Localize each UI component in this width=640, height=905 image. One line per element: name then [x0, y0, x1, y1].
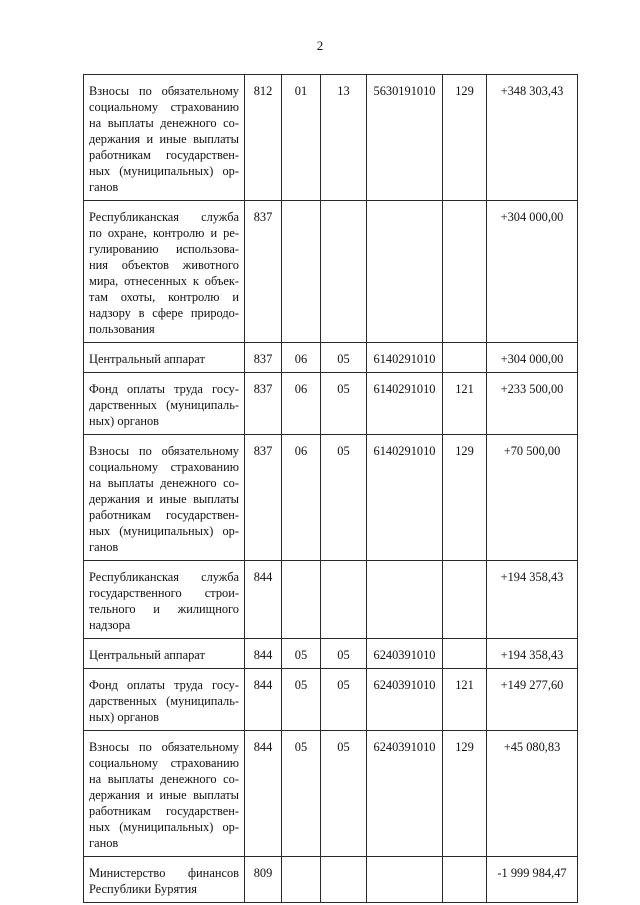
expense-type-cell: 129	[443, 435, 487, 561]
table-row	[84, 669, 578, 731]
description-line: мира, отнесенных к объек-	[89, 274, 239, 288]
subsection-cell	[321, 857, 367, 903]
table-row	[84, 75, 578, 201]
expense-type-cell: 121	[443, 373, 487, 435]
section-cell	[282, 201, 321, 343]
description-cell	[84, 75, 245, 201]
ved-code-cell: 844	[245, 669, 282, 731]
amount-cell: +149 277,60	[487, 669, 578, 731]
description-line: тельного и жилищного	[89, 602, 239, 616]
description-line: по охране, контролю и ре-	[89, 226, 239, 240]
section-cell: 05	[282, 639, 321, 669]
description-line: ганов	[89, 540, 119, 554]
target-article-cell	[367, 561, 443, 639]
amount-cell: +233 500,00	[487, 373, 578, 435]
subsection-cell: 05	[321, 669, 367, 731]
description-line: Республиканская служба	[89, 570, 239, 584]
expense-type-cell: 129	[443, 75, 487, 201]
description-line: работникам государствен-	[89, 804, 239, 818]
description-cell	[84, 669, 245, 731]
description-line: ных (муниципальных) ор-	[89, 820, 239, 834]
description-cell	[84, 343, 245, 373]
budget-table	[83, 74, 578, 903]
target-article-cell	[367, 201, 443, 343]
expense-type-cell	[443, 343, 487, 373]
description-line: надзору в сфере природо-	[89, 306, 239, 320]
description-line: держания и иные выплаты	[89, 788, 239, 802]
amount-cell: +304 000,00	[487, 201, 578, 343]
section-cell: 05	[282, 669, 321, 731]
description-line: на выплаты денежного со-	[89, 772, 239, 786]
table-row	[84, 561, 578, 639]
description-line: ных) органов	[89, 710, 160, 724]
description-line: социальному страхованию	[89, 460, 239, 474]
table-row	[84, 201, 578, 343]
expense-type-cell	[443, 639, 487, 669]
target-article-cell: 6240391010	[367, 669, 443, 731]
target-article-cell: 6140291010	[367, 435, 443, 561]
section-cell: 06	[282, 343, 321, 373]
section-cell	[282, 561, 321, 639]
ved-code-cell: 837	[245, 343, 282, 373]
page-number: 2	[316, 38, 324, 53]
ved-code-cell: 809	[245, 857, 282, 903]
description-line: пользования	[89, 322, 155, 336]
expense-type-cell: 129	[443, 731, 487, 857]
description-line: Фонд оплаты труда госу-	[89, 382, 239, 396]
description-line: ных (муниципальных) ор-	[89, 524, 239, 538]
target-article-cell: 6240391010	[367, 639, 443, 669]
description-line: Республики Бурятия	[89, 882, 197, 896]
ved-code-cell: 844	[245, 731, 282, 857]
expense-type-cell	[443, 201, 487, 343]
target-article-cell: 6140291010	[367, 343, 443, 373]
description-line: социальному страхованию	[89, 100, 239, 114]
description-line: Республиканская служба	[89, 210, 239, 224]
description-line: ганов	[89, 180, 119, 194]
description-line: Взносы по обязательному	[89, 444, 239, 458]
description-line: Министерство финансов	[89, 866, 239, 880]
target-article-cell: 5630191010	[367, 75, 443, 201]
description-line: Взносы по обязательному	[89, 740, 239, 754]
section-cell	[282, 857, 321, 903]
description-line: дарственных (муниципаль-	[89, 694, 239, 708]
description-line: там охоты, контролю и	[89, 290, 239, 304]
description-cell	[84, 731, 245, 857]
table-row	[84, 435, 578, 561]
description-line: надзора	[89, 618, 131, 632]
section-cell: 06	[282, 373, 321, 435]
description-line: на выплаты денежного со-	[89, 116, 239, 130]
subsection-cell: 05	[321, 639, 367, 669]
amount-cell: +70 500,00	[487, 435, 578, 561]
expense-type-cell	[443, 857, 487, 903]
subsection-cell: 05	[321, 435, 367, 561]
ved-code-cell: 844	[245, 561, 282, 639]
target-article-cell: 6140291010	[367, 373, 443, 435]
expense-type-cell: 121	[443, 669, 487, 731]
description-line: работникам государствен-	[89, 148, 239, 162]
description-line: ных) органов	[89, 414, 160, 428]
target-article-cell	[367, 857, 443, 903]
subsection-cell: 13	[321, 75, 367, 201]
table-row	[84, 343, 578, 373]
table-row	[84, 857, 578, 903]
description-cell	[84, 373, 245, 435]
subsection-cell: 05	[321, 343, 367, 373]
amount-cell: +348 303,43	[487, 75, 578, 201]
subsection-cell	[321, 561, 367, 639]
expense-type-cell	[443, 561, 487, 639]
description-line: держания и иные выплаты	[89, 492, 239, 506]
description-line: ганов	[89, 836, 119, 850]
table-row	[84, 731, 578, 857]
section-cell: 05	[282, 731, 321, 857]
ved-code-cell: 812	[245, 75, 282, 201]
description-line: на выплаты денежного со-	[89, 476, 239, 490]
amount-cell: +45 080,83	[487, 731, 578, 857]
description-line: Центральный аппарат	[89, 648, 205, 662]
description-line: держания и иные выплаты	[89, 132, 239, 146]
table-body	[84, 75, 578, 903]
section-cell: 06	[282, 435, 321, 561]
description-cell	[84, 561, 245, 639]
description-line: Центральный аппарат	[89, 352, 205, 366]
ved-code-cell: 837	[245, 373, 282, 435]
ved-code-cell: 837	[245, 435, 282, 561]
subsection-cell: 05	[321, 731, 367, 857]
description-line: дарственных (муниципаль-	[89, 398, 239, 412]
description-line: работникам государствен-	[89, 508, 239, 522]
section-cell: 01	[282, 75, 321, 201]
table-row	[84, 639, 578, 669]
amount-cell: +194 358,43	[487, 639, 578, 669]
description-line: Взносы по обязательному	[89, 84, 239, 98]
ved-code-cell: 844	[245, 639, 282, 669]
target-article-cell: 6240391010	[367, 731, 443, 857]
description-line: социальному страхованию	[89, 756, 239, 770]
description-cell	[84, 201, 245, 343]
description-line: ния объектов животного	[89, 258, 239, 272]
table-row	[84, 373, 578, 435]
ved-code-cell: 837	[245, 201, 282, 343]
amount-cell: +194 358,43	[487, 561, 578, 639]
amount-cell: -1 999 984,47	[487, 857, 578, 903]
description-line: Фонд оплаты труда госу-	[89, 678, 239, 692]
description-line: ных (муниципальных) ор-	[89, 164, 239, 178]
subsection-cell	[321, 201, 367, 343]
subsection-cell: 05	[321, 373, 367, 435]
description-cell	[84, 435, 245, 561]
description-line: государственного строи-	[89, 586, 239, 600]
description-line: гулированию использова-	[89, 242, 239, 256]
description-cell	[84, 639, 245, 669]
description-cell	[84, 857, 245, 903]
amount-cell: +304 000,00	[487, 343, 578, 373]
